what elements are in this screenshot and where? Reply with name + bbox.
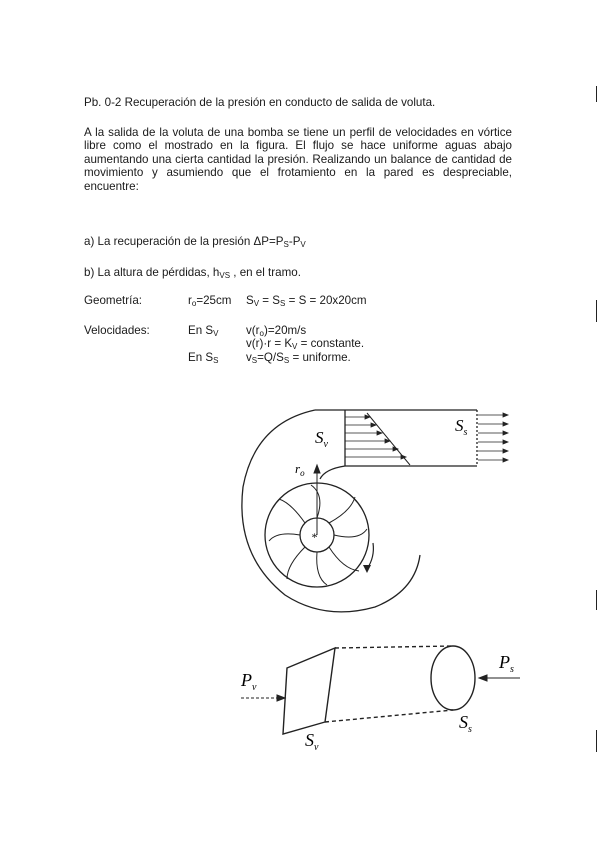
- velocities-row-2: [84, 337, 524, 351]
- question-b: b) La altura de pérdidas, $h_{VS}$ , en el tramo.: [84, 266, 301, 280]
- volute-pump-figure: [225, 395, 525, 635]
- margin-mark: [596, 300, 597, 322]
- problem-statement: A la salida de la voluta de una bomba se tiene un perfil de velocidades en vórtice libre como el mostrado en la figura. El flujo se hace uniforme aguas abajo aumentando una cierta cantidad la presión. Realizando un balance de cantidad de movimiento y asumiendo que el frotamiento en la pared es despreciable, encuentre:: [84, 126, 512, 193]
- control-volume-figure: [235, 640, 545, 750]
- margin-mark: [596, 590, 597, 610]
- geometry-label: Geometría:: [84, 294, 142, 307]
- center-mark: *: [311, 530, 317, 544]
- velocities-row-1: [84, 324, 524, 338]
- impeller-blades: [269, 485, 367, 585]
- margin-mark: [596, 730, 597, 752]
- section-ss: [431, 646, 475, 710]
- velocities-label: Velocidades:: [84, 324, 150, 337]
- velocities-line-1: $v(r_o)=20m/s$: [246, 324, 307, 338]
- cv-top-line: [335, 646, 453, 648]
- velocities-line-2: $v(r)\cdot r = K_V$ = constante.: [246, 337, 365, 351]
- figure2-label-pv: $P_v$: [241, 670, 257, 693]
- figure2-label-ps: $P_s$: [499, 652, 514, 675]
- tongue: [320, 466, 345, 479]
- figure2-label-sv: $S_v$: [305, 730, 319, 750]
- question-a: a) La recuperación de la presión $\Delta P=P_S-P_V$: [84, 235, 306, 249]
- geometry-radius: $r_o=25cm$: [188, 294, 232, 308]
- geometry-area: $S_V = S_S = S = 20x20cm$: [246, 294, 367, 308]
- figure1-label-sv: $S_v$: [315, 428, 328, 450]
- velocity-arrows: [345, 415, 406, 459]
- ps-arrow: [479, 675, 520, 681]
- velocities-sv: En $S_V$: [188, 324, 219, 338]
- problem-title: Pb. 0-2 Recuperación de la presión en conducto de salida de voluta.: [84, 96, 436, 109]
- figure1-label-ss: $S_s$: [455, 416, 468, 438]
- outlet-arrows: [478, 413, 508, 462]
- velocities-row-3: [84, 351, 524, 365]
- velocities-line-3: $v_S=Q/S_S$ = uniforme.: [246, 351, 351, 365]
- cv-bottom-line: [325, 710, 453, 722]
- velocities-ss: En $S_S$: [188, 351, 219, 365]
- volute-casing: [242, 410, 420, 612]
- radius-arrow: [314, 465, 320, 535]
- pv-arrow: [241, 695, 285, 701]
- margin-mark: [596, 86, 597, 102]
- figure1-label-r0: $r_o$: [295, 461, 305, 478]
- figure2-label-ss: $S_s$: [459, 712, 472, 735]
